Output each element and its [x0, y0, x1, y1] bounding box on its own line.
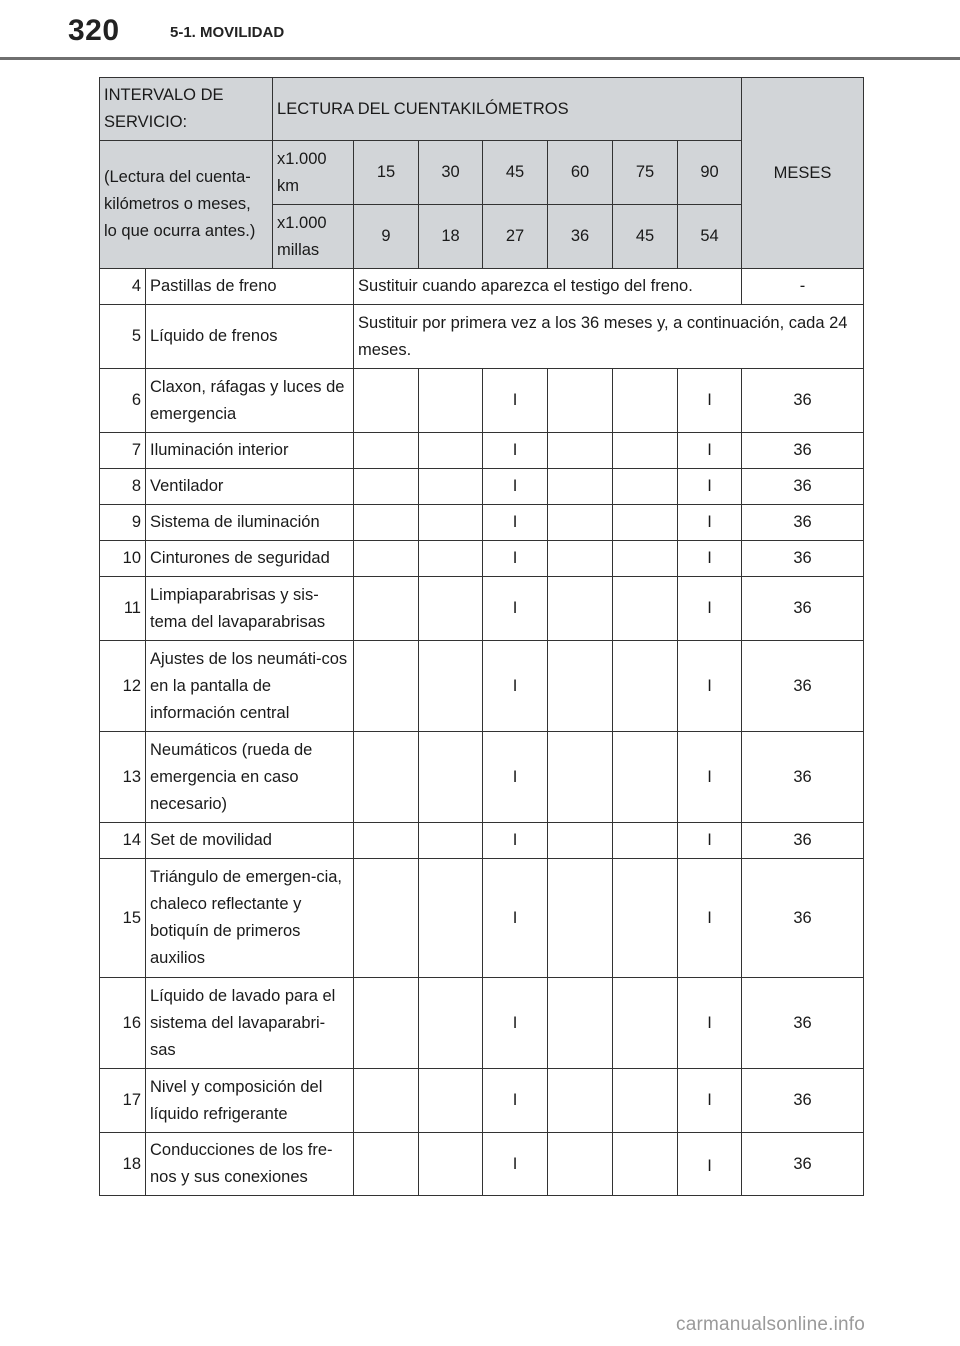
- inspection-mark: [354, 577, 419, 641]
- inspection-mark: I: [678, 1069, 742, 1133]
- inspection-mark: [613, 641, 678, 732]
- inspection-mark: [613, 1069, 678, 1133]
- row-item: Cinturones de seguridad: [146, 541, 354, 577]
- row-number: 17: [100, 1069, 146, 1133]
- inspection-mark: I: [483, 433, 548, 469]
- inspection-mark: [419, 433, 483, 469]
- table-row: [100, 577, 864, 641]
- row-number: 6: [100, 369, 146, 433]
- inspection-mark: I: [483, 732, 548, 823]
- row-months: 36: [742, 577, 864, 641]
- inspection-mark: I: [678, 641, 742, 732]
- inspection-mark: [548, 505, 613, 541]
- inspection-mark: I: [483, 369, 548, 433]
- miles-value: 18: [419, 205, 483, 269]
- inspection-mark: [613, 469, 678, 505]
- row-item: Conducciones de los fre-nos y sus conexiones: [146, 1133, 354, 1196]
- inspection-mark: [354, 369, 419, 433]
- row-item: Triángulo de emergen-cia, chaleco reflectante y botiquín de primeros auxilios: [146, 859, 354, 978]
- miles-value: 27: [483, 205, 548, 269]
- inspection-mark: I: [678, 369, 742, 433]
- inspection-mark: [354, 978, 419, 1069]
- inspection-mark: [354, 732, 419, 823]
- inspection-mark: [419, 577, 483, 641]
- inspection-mark: I: [483, 541, 548, 577]
- row-months: 36: [742, 433, 864, 469]
- table-row: [100, 369, 864, 433]
- row-months: 36: [742, 641, 864, 732]
- page-header: [0, 0, 960, 62]
- watermark: carmanualsonline.info: [676, 1314, 866, 1335]
- inspection-mark: [419, 505, 483, 541]
- inspection-mark: [419, 1069, 483, 1133]
- inspection-mark: I: [678, 469, 742, 505]
- row-number: 14: [100, 823, 146, 859]
- inspection-mark: [419, 859, 483, 978]
- row-item: Ajustes de los neumáti-cos en la pantalla de información central: [146, 641, 354, 732]
- section-title: 5-1. MOVILIDAD: [170, 24, 285, 41]
- inspection-mark: [548, 978, 613, 1069]
- miles-value: 54: [678, 205, 742, 269]
- inspection-mark: [613, 1133, 678, 1196]
- inspection-mark: I: [678, 732, 742, 823]
- months-title: MESES: [742, 78, 864, 269]
- row-item: Claxon, ráfagas y luces de emergencia: [146, 369, 354, 433]
- row-number: 7: [100, 433, 146, 469]
- inspection-mark: I: [678, 823, 742, 859]
- inspection-mark: [548, 1069, 613, 1133]
- row-item: Set de movilidad: [146, 823, 354, 859]
- row-item: Ventilador: [146, 469, 354, 505]
- row-months: 36: [742, 823, 864, 859]
- inspection-mark: I: [483, 823, 548, 859]
- table-row: [100, 859, 864, 978]
- table-row: [100, 823, 864, 859]
- km-value: 45: [483, 141, 548, 205]
- row-months: 36: [742, 541, 864, 577]
- km-value: 30: [419, 141, 483, 205]
- inspection-mark: [354, 469, 419, 505]
- table-row: [100, 1069, 864, 1133]
- inspection-mark: I: [483, 978, 548, 1069]
- inspection-mark: I: [678, 1133, 742, 1196]
- inspection-mark: [613, 505, 678, 541]
- inspection-mark: [548, 823, 613, 859]
- row-number: 11: [100, 577, 146, 641]
- row-note: Sustituir por primera vez a los 36 meses y, a continuación, cada 24 meses.: [354, 305, 864, 369]
- inspection-mark: I: [483, 1069, 548, 1133]
- km-value: 75: [613, 141, 678, 205]
- table-row: [100, 978, 864, 1069]
- km-value: 90: [678, 141, 742, 205]
- inspection-mark: [419, 732, 483, 823]
- inspection-mark: I: [483, 859, 548, 978]
- interval-title: INTERVALO DE SERVICIO:: [100, 78, 273, 141]
- miles-unit: x1.000 millas: [273, 205, 354, 269]
- inspection-mark: [419, 541, 483, 577]
- row-months: 36: [742, 859, 864, 978]
- inspection-mark: [613, 732, 678, 823]
- row-note: Sustituir cuando aparezca el testigo del freno.: [354, 269, 742, 305]
- table-row: [100, 269, 864, 305]
- row-item: Pastillas de freno: [146, 269, 354, 305]
- inspection-mark: [354, 641, 419, 732]
- row-months: 36: [742, 369, 864, 433]
- inspection-mark: [613, 433, 678, 469]
- inspection-mark: [613, 541, 678, 577]
- inspection-mark: I: [678, 505, 742, 541]
- row-item: Sistema de iluminación: [146, 505, 354, 541]
- row-number: 12: [100, 641, 146, 732]
- inspection-mark: [548, 469, 613, 505]
- table-row: [100, 433, 864, 469]
- inspection-mark: [354, 505, 419, 541]
- inspection-mark: I: [483, 577, 548, 641]
- inspection-mark: [419, 641, 483, 732]
- row-months: 36: [742, 1069, 864, 1133]
- inspection-mark: [548, 732, 613, 823]
- inspection-mark: I: [483, 505, 548, 541]
- inspection-mark: [419, 823, 483, 859]
- table-row: [100, 505, 864, 541]
- km-value: 15: [354, 141, 419, 205]
- inspection-mark: [419, 369, 483, 433]
- inspection-mark: [419, 1133, 483, 1196]
- row-number: 15: [100, 859, 146, 978]
- row-number: 8: [100, 469, 146, 505]
- inspection-mark: [548, 1133, 613, 1196]
- row-months: 36: [742, 978, 864, 1069]
- row-number: 10: [100, 541, 146, 577]
- row-number: 9: [100, 505, 146, 541]
- table-row: [100, 641, 864, 732]
- inspection-mark: [354, 823, 419, 859]
- header-divider: [0, 57, 960, 60]
- row-months: 36: [742, 469, 864, 505]
- inspection-mark: I: [678, 433, 742, 469]
- row-item: Nivel y composición del líquido refrigerante: [146, 1069, 354, 1133]
- inspection-mark: [419, 469, 483, 505]
- inspection-mark: [354, 541, 419, 577]
- maintenance-schedule-table: [99, 77, 864, 1196]
- inspection-mark: I: [678, 978, 742, 1069]
- inspection-mark: [354, 1069, 419, 1133]
- inspection-mark: [354, 859, 419, 978]
- row-number: 16: [100, 978, 146, 1069]
- row-number: 18: [100, 1133, 146, 1196]
- row-number: 5: [100, 305, 146, 369]
- inspection-mark: [548, 433, 613, 469]
- inspection-mark: [548, 541, 613, 577]
- inspection-mark: [613, 859, 678, 978]
- inspection-mark: [548, 859, 613, 978]
- table-row: [100, 1133, 864, 1196]
- inspection-mark: I: [678, 577, 742, 641]
- miles-value: 45: [613, 205, 678, 269]
- table-row: [100, 732, 864, 823]
- miles-value: 36: [548, 205, 613, 269]
- page-number: 320: [68, 14, 120, 47]
- row-item: Iluminación interior: [146, 433, 354, 469]
- row-item: Líquido de lavado para el sistema del lavaparabri-sas: [146, 978, 354, 1069]
- row-number: 4: [100, 269, 146, 305]
- inspection-mark: [548, 577, 613, 641]
- inspection-mark: I: [483, 641, 548, 732]
- table-row: [100, 541, 864, 577]
- inspection-mark: I: [483, 469, 548, 505]
- inspection-mark: [354, 433, 419, 469]
- row-number: 13: [100, 732, 146, 823]
- inspection-mark: [419, 978, 483, 1069]
- miles-value: 9: [354, 205, 419, 269]
- inspection-mark: [613, 577, 678, 641]
- inspection-mark: [548, 641, 613, 732]
- inspection-mark: [613, 978, 678, 1069]
- inspection-mark: [613, 369, 678, 433]
- row-item: Limpiaparabrisas y sis-tema del lavaparabrisas: [146, 577, 354, 641]
- row-months: 36: [742, 1133, 864, 1196]
- interval-note: (Lectura del cuenta-kilómetros o meses, lo que ocurra antes.): [100, 141, 273, 269]
- table-row: [100, 305, 864, 369]
- header-row-titles: [100, 78, 864, 141]
- km-unit: x1.000 km: [273, 141, 354, 205]
- inspection-mark: I: [678, 859, 742, 978]
- table-row: [100, 469, 864, 505]
- inspection-mark: I: [678, 541, 742, 577]
- row-item: Neumáticos (rueda de emergencia en caso necesario): [146, 732, 354, 823]
- km-value: 60: [548, 141, 613, 205]
- inspection-mark: [354, 1133, 419, 1196]
- inspection-mark: [548, 369, 613, 433]
- row-months: 36: [742, 505, 864, 541]
- odometer-title: LECTURA DEL CUENTAKILÓMETROS: [273, 78, 742, 141]
- inspection-mark: I: [483, 1133, 548, 1196]
- row-item: Líquido de frenos: [146, 305, 354, 369]
- inspection-mark: [613, 823, 678, 859]
- row-months: 36: [742, 732, 864, 823]
- row-months: -: [742, 269, 864, 305]
